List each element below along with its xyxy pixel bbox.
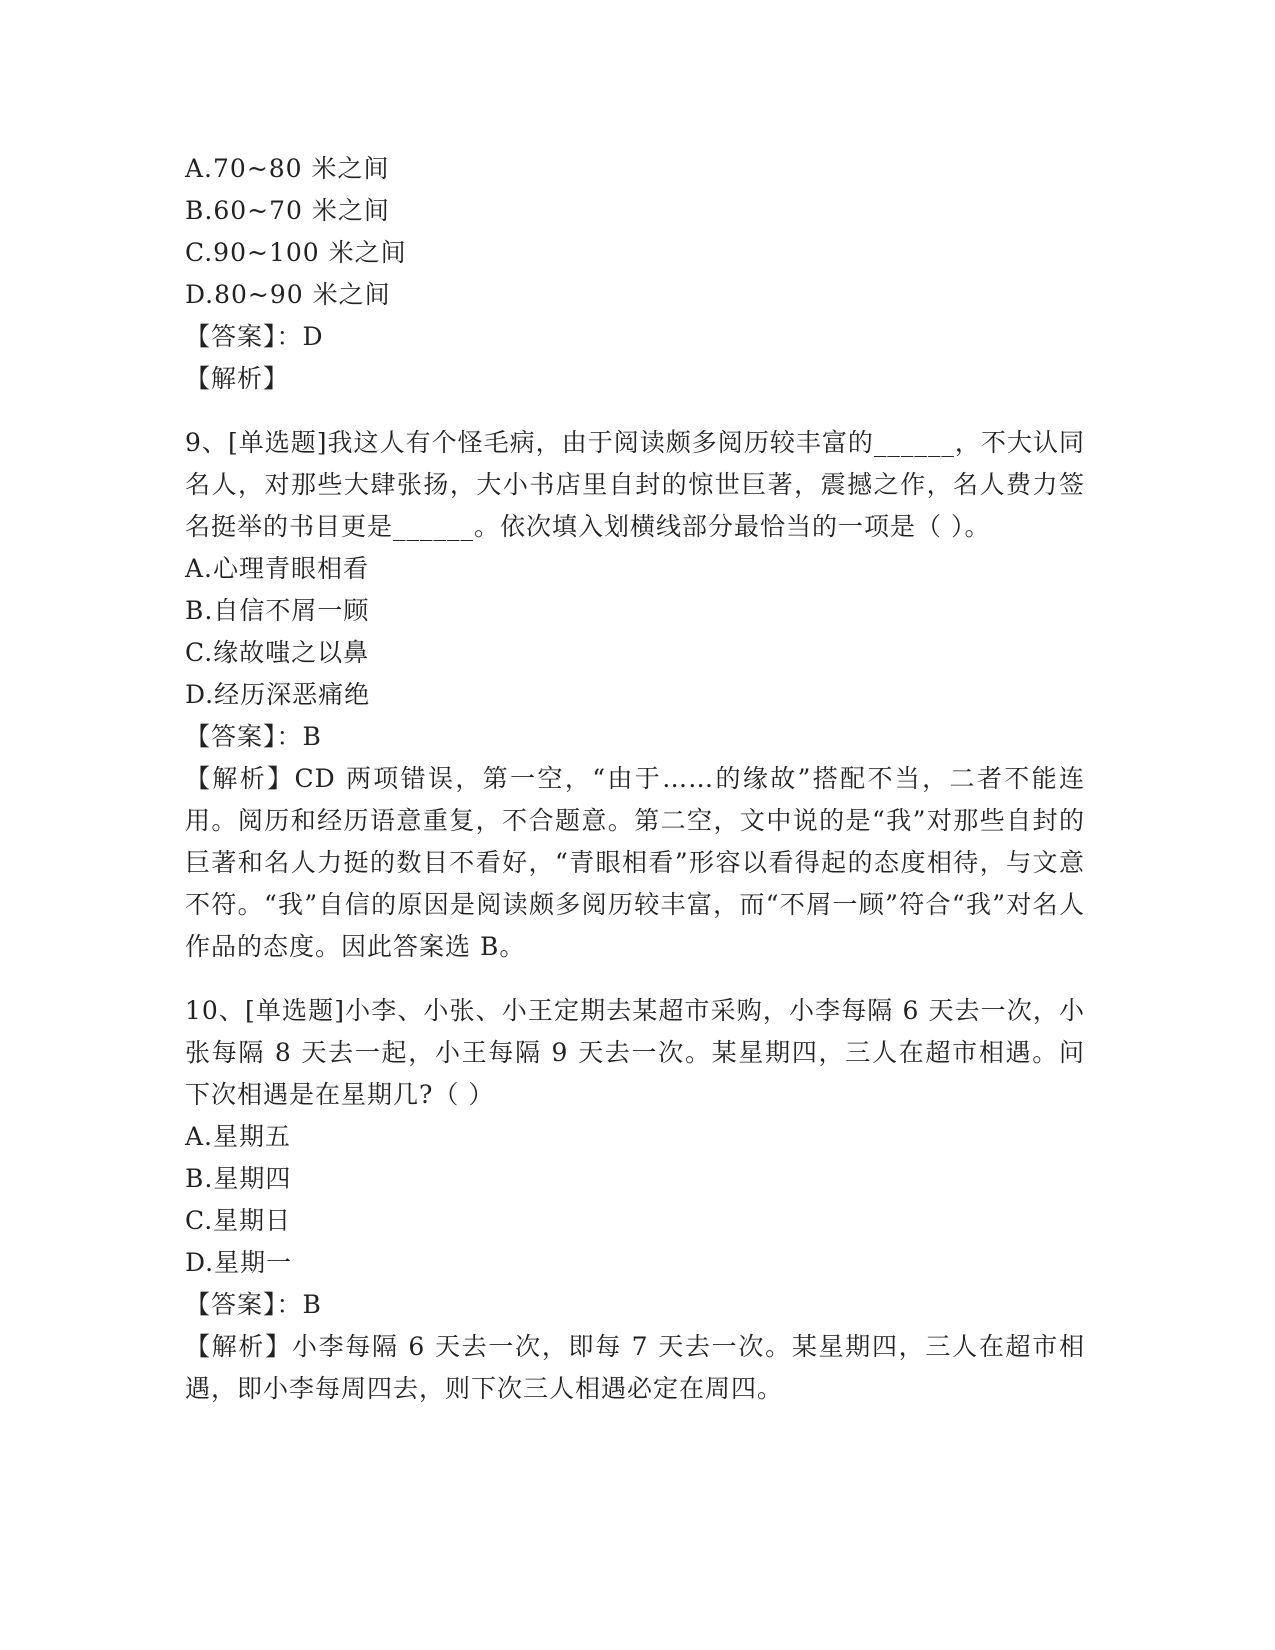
- q10-option-d: D.星期一: [185, 1248, 293, 1277]
- q8-option-c: C.90~100 米之间: [185, 238, 407, 267]
- question-8-block: [185, 148, 1085, 400]
- q8-analysis: 【解析】: [185, 364, 290, 393]
- question-10-block: [185, 990, 1085, 1410]
- q8-answer: 【答案】：D: [185, 322, 324, 351]
- q9-option-b: B.自信不屑一顾: [185, 596, 370, 625]
- q9-option-a: A.心理青眼相看: [185, 554, 370, 583]
- q9-option-c: C.缘故嗤之以鼻: [185, 638, 370, 667]
- q9-answer: 【答案】：B: [185, 722, 322, 751]
- q8-option-b: B.60~70 米之间: [185, 196, 390, 225]
- q10-answer: 【答案】：B: [185, 1290, 322, 1319]
- q10-option-b: B.星期四: [185, 1164, 292, 1193]
- q9-stem: 9、[单选题]我这人有个怪毛病，由于阅读颇多阅历较丰富的______，不大认同名人，对那些大肆张扬，大小书店里自封的惊世巨著，震撼之作，名人费力签名挺举的书目更是______。依次填入划横线部分最恰当的一项是（ ）。: [185, 428, 1085, 541]
- q10-option-c: C.星期日: [185, 1206, 292, 1235]
- q9-analysis: 【解析】CD 两项错误，第一空，“由于……的缘故”搭配不当，二者不能连用。阅历和经历语意重复，不合题意。第二空，文中说的是“我”对那些自封的巨著和名人力挺的数目不看好，“青眼相看”形容以看得起的态度相待，与文意不符。“我”自信的原因是阅读颇多阅历较丰富，而“不屑一顾”符合“我”对名人作品的态度。因此答案选 B。: [185, 764, 1085, 961]
- q10-stem: 10、[单选题]小李、小张、小王定期去某超市采购，小李每隔 6 天去一次，小张每隔 8 天去一起，小王每隔 9 天去一次。某星期四，三人在超市相遇。问下次相遇是在星期几?（ ）: [185, 996, 1085, 1109]
- q10-analysis: 【解析】小李每隔 6 天去一次，即每 7 天去一次。某星期四，三人在超市相遇，即小李每周四去，则下次三人相遇必定在周四。: [185, 1332, 1085, 1403]
- q8-option-d: D.80~90 米之间: [185, 280, 391, 309]
- q10-option-a: A.星期五: [185, 1122, 292, 1151]
- question-9-block: [185, 422, 1085, 968]
- q8-option-a: A.70~80 米之间: [185, 154, 390, 183]
- q9-option-d: D.经历深恶痛绝: [185, 680, 371, 709]
- document-page: [185, 148, 1085, 1410]
